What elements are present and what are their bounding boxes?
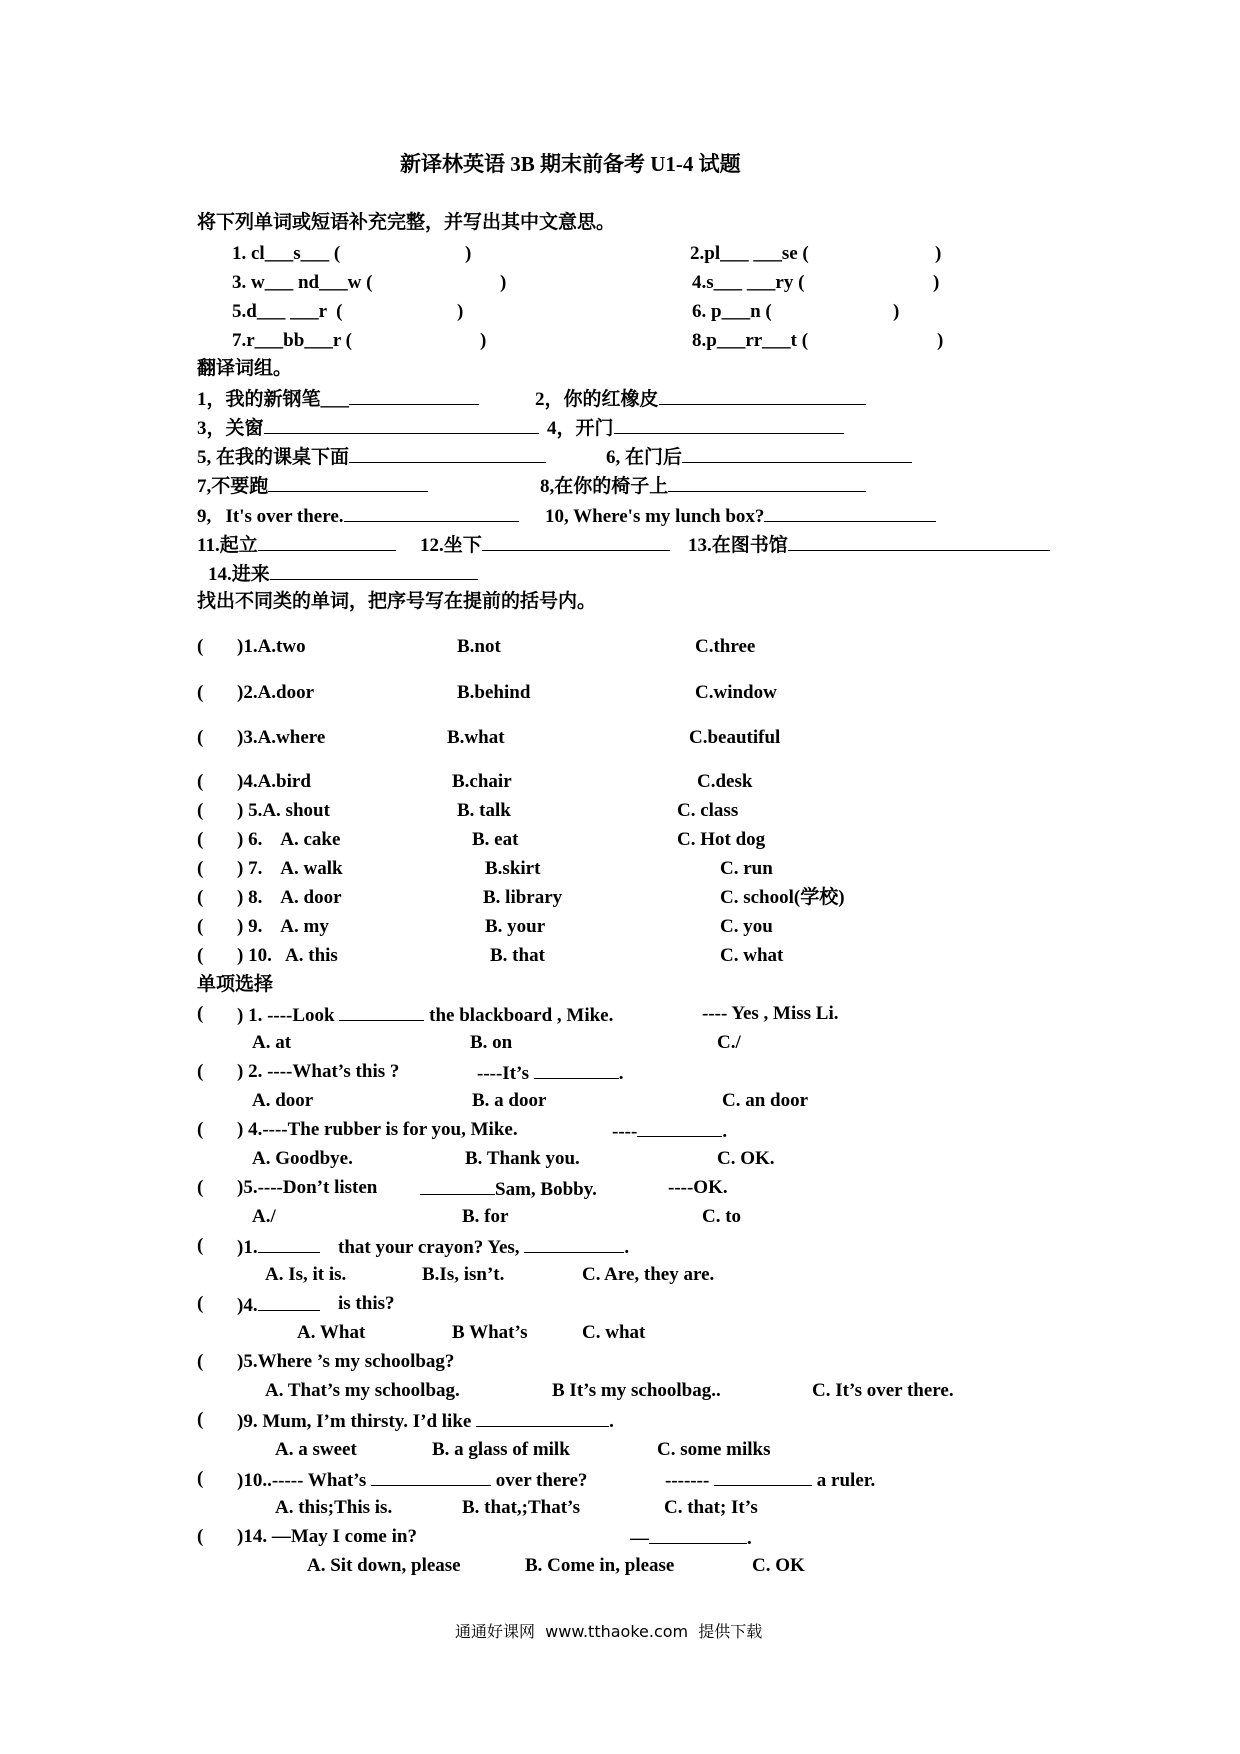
translate-item-10: 10, Where's my lunch box? (545, 503, 936, 529)
fill-item-5-close: ) (457, 301, 464, 322)
translate-item-13: 13.在图书馆 (688, 532, 1050, 558)
worksheet-page: 新译林英语 3B 期末前备考 U1-4 试题 将下列单词或短语补充完整，并写出其中文意思。 1. cl___s___ ( ) 2.pl___ ___se ( ) 3. w___ nd___w ( ) 4.s___ ___ry ( ) 5.d___ ___r ( ) 6. p___n ( ) 7.r___bb___r ( ) 8.p___rr___t ( ) 翻译词组。 1，我的新钢笔___ 2，你的红橡皮 3，关窗 4，开门 5, 在我的课桌下面 6, 在门后 7,不要跑 8,在你的椅子上 9, It's over there. 10, Where's my lunch box? 11.起立 12.坐下 13.在图书馆 14.进来 找出不同类的单词，把序号写在提前的括号内。 ( )1.A.two B.not C.three ( )2.A.door B.behind C.window ( )3.A.where B.what C.beautiful ( )4.A.bird B.chair C.desk ( ) 5.A. shout B. talk C. class ( ) 6. A. cake B. eat C. Hot dog ( ) 7. A. walk B.skirt C. run ( ) 8. A. door B. library C. school(学校) ( ) 9. A. my B. your C. you ( ) 10. A. this B. that C. what 单项选择 ( ) 1. ----Look the blackboard , Mike. ---- Yes , Miss Li. A. at B. on C./ ( ) 2. ----What’s this ? ----It’s . A. door B. a door C. an door ( ) 4.----The rubber is for you, Mike. ---- . A. Goodbye. B. Thank you. C. OK. ( )5.----Don’t listen Sam, Bobby. ----OK. A./ B. for C. to ( )1. that your crayon? Yes, . A. Is, it is. B.Is, isn’t. C. Are, they are. ( )4. is this? A. What B What’s C. what ( )5.Where ’s my schoolbag? A. That’s my schoolbag. B It’s my schoolbag.. C. It’s over there. ( )9. Mum, I’m thirsty. I’d like . A. a sweet B. a glass of milk C. some milks ( )10..----- What’s over there? ------- a ruler. A. this;This is. B. that,;That’s C. that; It’s ( )14. —May I come in? — . A. Sit down, please B. Come in, please C. OK 通通好课网 www.tthaoke.com 提供下载 (0, 0, 1240, 1754)
section-heading-single-choice: 单项选择 (197, 974, 274, 995)
fill-item-4: 4.s___ ___ry ( (692, 272, 805, 293)
translate-item-2: 2，你的红橡皮 (535, 386, 866, 412)
translate-item-7: 7,不要跑 (197, 473, 428, 499)
section-heading-translate: 翻译词组。 (197, 358, 293, 379)
page-title: 新译林英语 3B 期末前备考 U1-4 试题 (400, 152, 741, 176)
fill-item-6: 6. p___n ( (692, 301, 772, 322)
fill-item-4-close: ) (933, 272, 940, 293)
fill-item-3-close: ) (500, 272, 507, 293)
fill-item-6-close: ) (893, 301, 900, 322)
translate-item-3: 3，关窗 (197, 415, 539, 441)
fill-item-5: 5.d___ ___r ( (232, 301, 343, 322)
fill-item-7-close: ) (480, 330, 487, 351)
translate-item-5: 5, 在我的课桌下面 (197, 444, 546, 470)
translate-item-1: 1，我的新钢笔___ (197, 386, 479, 412)
translate-item-8: 8,在你的椅子上 (540, 473, 866, 499)
fill-item-2: 2.pl___ ___se ( (690, 243, 809, 264)
translate-item-11: 11.起立 (197, 532, 396, 558)
fill-item-1: 1. cl___s___ ( (232, 243, 341, 264)
translate-item-6: 6, 在门后 (606, 444, 912, 470)
translate-item-12: 12.坐下 (420, 532, 670, 558)
fill-item-2-close: ) (935, 243, 942, 264)
translate-item-14: 14.进来 (208, 561, 478, 587)
fill-item-3: 3. w___ nd___w ( (232, 272, 373, 293)
fill-item-8: 8.p___rr___t ( (692, 330, 809, 351)
fill-item-7: 7.r___bb___r ( (232, 330, 352, 351)
footer-source: 通通好课网 www.tthaoke.com 提供下载 (455, 1622, 763, 1641)
translate-item-9: 9, It's over there. (197, 503, 519, 529)
fill-item-1-close: ) (465, 243, 472, 264)
fill-item-8-close: ) (937, 330, 944, 351)
section-heading-fill-words: 将下列单词或短语补充完整，并写出其中文意思。 (197, 212, 616, 233)
translate-item-4: 4，开门 (547, 415, 844, 441)
section-heading-odd-one-out: 找出不同类的单词，把序号写在提前的括号内。 (197, 591, 597, 612)
